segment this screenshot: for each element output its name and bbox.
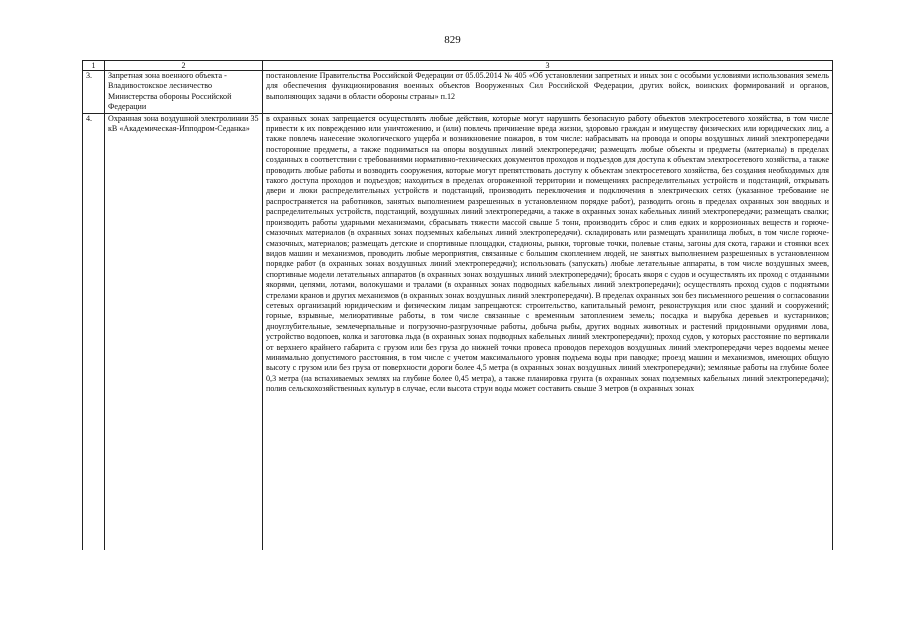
document-table (82, 60, 833, 550)
row-number: 4. (83, 113, 105, 550)
row-number: 3. (83, 71, 105, 114)
table-row (83, 71, 833, 114)
table-row (83, 113, 833, 550)
table-header-row (83, 61, 833, 71)
header-col-3: 3 (263, 61, 833, 71)
page-number: 829 (444, 34, 461, 46)
header-col-2: 2 (105, 61, 263, 71)
zone-name: Охранная зона воздушной электролинии 35 кВ «Академическая-Ипподром-Седанка» (105, 113, 263, 550)
zone-restrictions-text: в охранных зонах запрещается осуществлять любые действия, которые могут нарушить безопасную работу объектов электросетевого хозяйства, в том числе привести к их повреждению или уничтожению, и (или) повлечь причинение вреда жизни, здоровью граждан и имуществу физических или юридических лиц, а также повлечь нанесение экологического ущерба и возникновение пожаров, в том числе: набрасывать на провода и опоры воздушных линий электропередачи посторонние предметы, а также подниматься на опоры воздушных линий электропередачи; размещать любые объекты и предметы (материалы) в пределах созданных в соответствии с требованиями нормативно-технических документов проходов и подъездов для доступа к объектам электросетевого хозяйства, а также проводить любые работы и возводить сооружения, которые могут препятствовать доступу к объектам электросетевого хозяйства, без создания необходимых для такого доступа проходов и подъездов; находиться в пределах огороженной территории и помещениях распределительных устройств и подстанций, открывать двери и люки распределительных устройств и подстанций, производить переключения и подключения в электрических сетях (указанное требование не распространяется на работников, занятых выполнением разрешенных в установленном порядке работ), разводить огонь в пределах охранных зон вводных и распределительных устройств, подстанций, воздушных линий электропередачи, а также в охранных зонах кабельных линий электропередачи; размещать свалки; производить работы ударными механизмами, сбрасывать тяжести массой свыше 5 тонн, производить сброс и слив едких и коррозионных веществ и горюче-смазочных материалов (в охранных зонах подземных кабельных линий электропередачи). складировать или размещать хранилища любых, в том числе горюче-смазочных, материалов; размещать детские и спортивные площадки, стадионы, рынки, торговые точки, полевые станы, загоны для скота, гаражи и стоянки всех видов машин и механизмов, проводить любые мероприятия, связанные с большим скоплением людей, не занятых выполнением разрешенных в установленном порядке работ (в охранных зонах воздушных линий электропередачи); использовать (запускать) любые летательные аппараты, в том числе воздушных змеев, спортивные модели летательных аппаратов (в охранных зонах воздушных линий электропередачи); бросать якоря с судов и осуществлять их проход с отданными якорями, цепями, лотами, волокушами и тралами (в охранных зонах подводных кабельных линий электропередачи); осуществлять проход судов с поднятыми стрелами кранов и других механизмов (в охранных зонах воздушных линий электропередачи). В пределах охранных зон без письменного решения о согласовании сетевых организаций юридическим и физическим лицам запрещаются: строительство, капитальный ремонт, реконструкция или снос зданий и сооружений; горные, взрывные, мелиоративные работы, в том числе связанные с временным затоплением земель; посадка и вырубка деревьев и кустарников; дноуглубительные, землечерпальные и погрузочно-разгрузочные работы, добыча рыбы, других водных животных и растений придонными орудиями лова, устройство водопоев, колка и заготовка льда (в охранных зонах подводных кабельных линий электропередачи); проход судов, у которых расстояние по вертикали от верхнего крайнего габарита с грузом или без груза до нижней точки провеса проводов переходов воздушных линий электропередачи через водоемы менее минимально допустимого расстояния, в том числе с учетом максимального уровня подъема воды при паводке; проезд машин и механизмов, имеющих общую высоту с грузом или без груза от поверхности дороги более 4,5 метра (в охранных зонах воздушных линий электропередачи); земляные работы на глубине более 0,3 метра (на вспахиваемых землях на глубине более 0,45 метра), а также планировка грунта (в охранных зонах подземных кабельных линий электропередачи); полив сельскохозяйственных культур в случае, если высота струи воды может составить свыше 3 метров (в охранных зонах (266, 113, 829, 394)
zone-regulation: постановление Правительства Российской Федерации от 05.05.2014 № 405 «Об установлении запретных и иных зон с особыми условиями использования земель для обеспечения функционирования военных объектов Вооруженных Сил Российской Федерации, других войск, воинских формирований и органов, выполняющих задачи в области обороны страны» п.12 (263, 71, 833, 114)
zone-restrictions (263, 113, 833, 550)
header-col-1: 1 (83, 61, 105, 71)
zone-name: Запретная зона военного объекта - Владивостокское лесничество Министерства обороны Российской Федерации (105, 71, 263, 114)
